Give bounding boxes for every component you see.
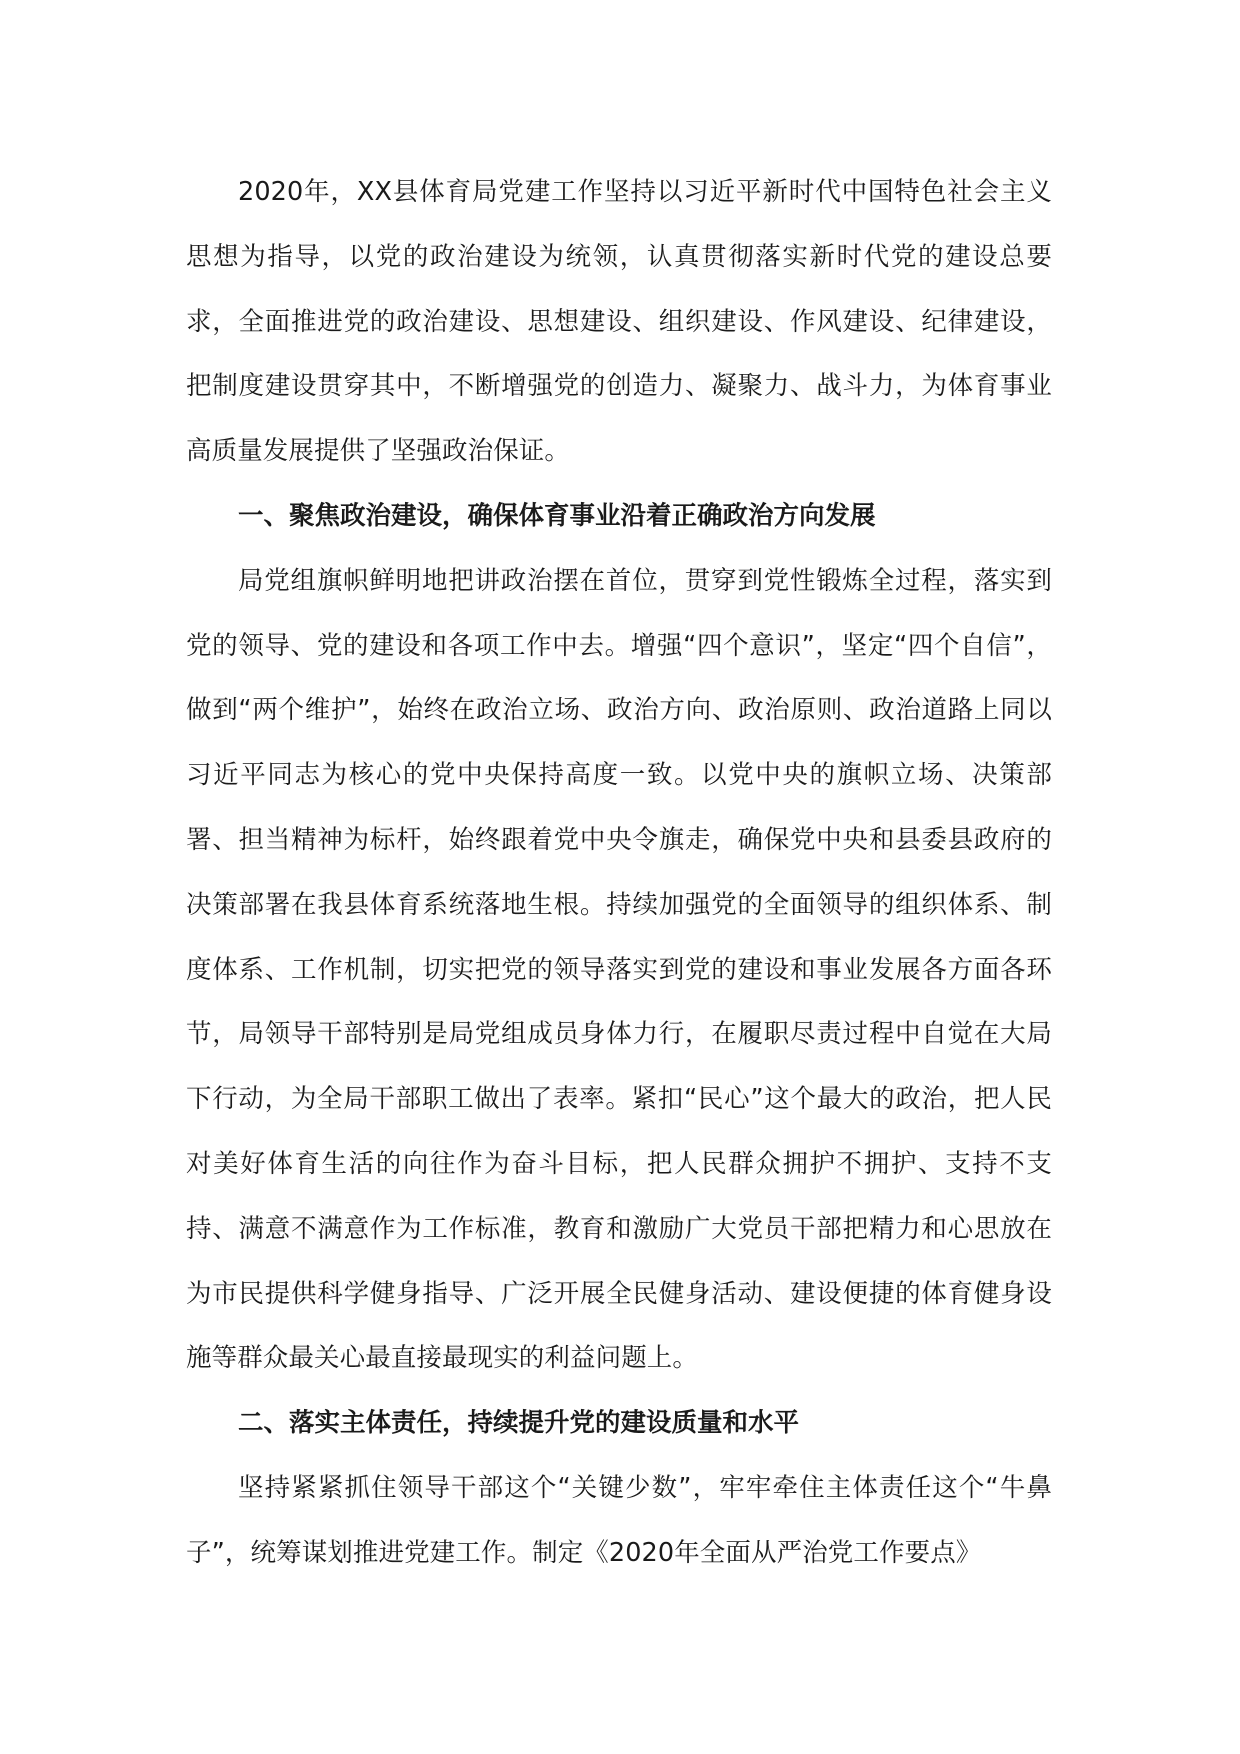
section-1-paragraph: 局党组旗帜鲜明地把讲政治摆在首位，贯穿到党性锻炼全过程，落实到党的领导、党的建设和各项工作中去。增强“四个意识”，坚定“四个自信”，做到“两个维护”，始终在政治立场、政治方向、政治原则、政治道路上同以习近平同志为核心的党中央保持高度一致。以党中央的旗帜立场、决策部署、担当精神为标杆，始终跟着党中央令旗走，确保党中央和县委县政府的决策部署在我县体育系统落地生根。持续加强党的全面领导的组织体系、制度体系、工作机制，切实把党的领导落实到党的建设和事业发展各方面各环节，局领导干部特别是局党组成员身体力行，在履职尽责过程中自觉在大局下行动，为全局干部职工做出了表率。紧扣“民心”这个最大的政治，把人民对美好体育生活的向往作为奋斗目标，把人民群众拥护不拥护、支持不支持、满意不满意作为工作标准，教育和激励广大党员干部把精力和心思放在为市民提供科学健身指导、广泛开展全民健身活动、建设便捷的体育健身设施等群众最关心最直接最现实的利益问题上。 (186, 565, 1052, 1374)
section-1-heading: 一、聚焦政治建设，确保体育事业沿着正确政治方向发展 (238, 500, 876, 531)
intro-paragraph: 2020年，XX县体育局党建工作坚持以习近平新时代中国特色社会主义思想为指导，以党的政治建设为统领，认真贯彻落实新时代党的建设总要求，全面推进党的政治建设、思想建设、组织建设、作风建设、纪律建设，把制度建设贯穿其中，不断增强党的创造力、凝聚力、战斗力，为体育事业高质量发展提供了坚强政治保证。 (186, 177, 1052, 467)
section-2-heading: 二、落实主体责任，持续提升党的建设质量和水平 (238, 1408, 800, 1439)
document-page (186, 160, 1052, 1586)
section-2-paragraph: 坚持紧紧抓住领导干部这个“关键少数”，牢牢牵住主体责任这个“牛鼻子”，统筹谋划推进党建工作。制定《2020年全面从严治党工作要点》 (186, 1472, 1052, 1568)
